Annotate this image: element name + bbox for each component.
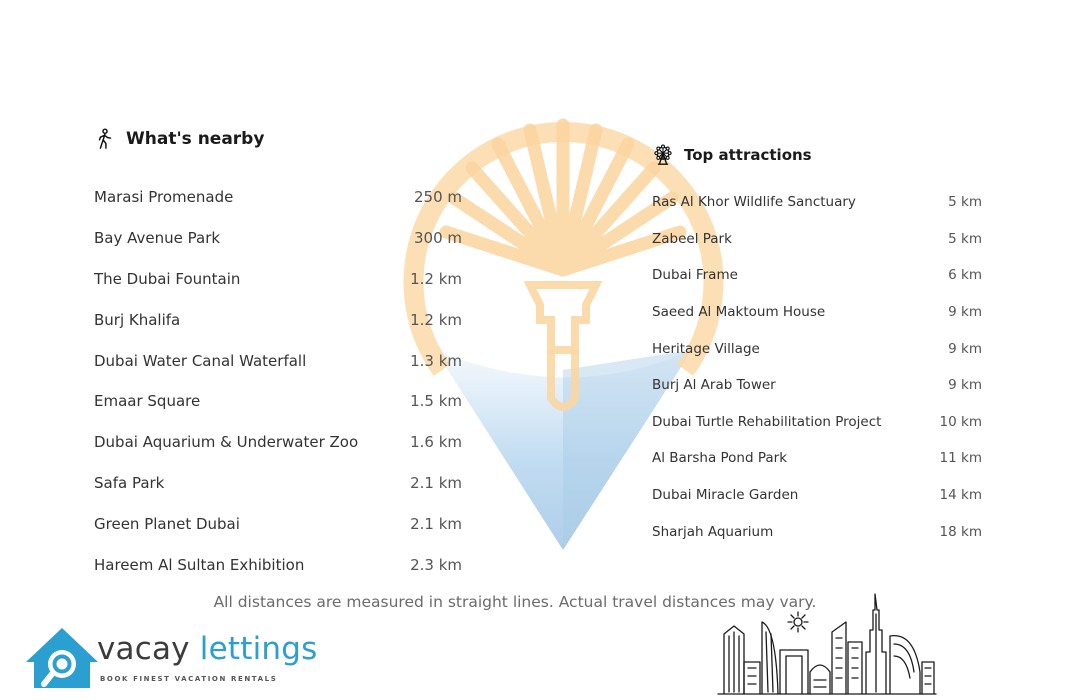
list-item [94,299,462,340]
place-distance: 1.2 km [410,310,462,329]
list-item [652,404,982,441]
list-item [652,367,982,404]
list-item [94,422,462,463]
place-name: Marasi Promenade [94,188,234,207]
place-distance: 2.1 km [410,514,462,533]
place-name: Dubai Turtle Rehabilitation Project [652,413,882,430]
brand-word-lettings: lettings [199,631,318,667]
list-item [94,259,462,300]
place-name: Safa Park [94,473,165,492]
list-item [652,440,982,477]
distance-disclaimer: All distances are measured in straight lines. Actual travel distances may vary. [213,593,817,611]
place-distance: 11 km [939,450,982,467]
list-item [94,177,462,218]
place-distance: 250 m [413,188,462,207]
place-name: Emaar Square [94,392,201,411]
list-item [652,184,982,221]
place-distance: 2.3 km [410,555,462,574]
place-distance: 9 km [948,340,982,357]
place-name: Bay Avenue Park [94,229,221,248]
place-name: Burj Khalifa [94,310,181,329]
walking-person-icon [94,128,116,150]
place-name: Zabeel Park [652,230,732,247]
place-name: Dubai Miracle Garden [652,487,799,504]
place-distance: 18 km [939,523,982,540]
list-item [94,340,462,381]
list-item [652,257,982,294]
place-name: Sharjah Aquarium [652,523,774,540]
list-item [94,544,462,585]
place-name: Saeed Al Maktoum House [652,304,826,321]
list-item [94,381,462,422]
top-attractions-title: Top attractions [684,146,812,164]
brand-wordmark [97,631,318,667]
attractions-list [652,184,982,550]
list-item [94,503,462,544]
city-skyline-illustration [716,592,938,696]
house-magnifier-icon [24,624,100,692]
place-distance: 1.6 km [410,433,462,452]
place-distance: 14 km [939,487,982,504]
list-item [652,513,982,550]
place-distance: 300 m [413,229,462,248]
brand-word-vacay: vacay [97,631,190,667]
list-item [652,330,982,367]
place-name: Ras Al Khor Wildlife Sanctuary [652,194,856,211]
place-name: Burj Al Arab Tower [652,377,776,394]
place-distance: 1.5 km [410,392,462,411]
top-attractions-section [652,140,982,550]
list-item [652,477,982,514]
whats-nearby-header [94,124,462,154]
place-name: Dubai Frame [652,267,738,284]
place-distance: 10 km [939,413,982,430]
place-name: Dubai Water Canal Waterfall [94,351,307,370]
nearby-list [94,177,462,585]
place-name: Al Barsha Pond Park [652,450,788,467]
place-distance: 1.3 km [410,351,462,370]
place-distance: 5 km [948,194,982,211]
place-name: The Dubai Fountain [94,269,241,288]
list-item [652,221,982,258]
place-distance: 2.1 km [410,473,462,492]
place-distance: 9 km [948,304,982,321]
place-distance: 9 km [948,377,982,394]
whats-nearby-title: What's nearby [126,129,265,149]
list-item [94,218,462,259]
brand-tagline: BOOK FINEST VACATION RENTALS [100,675,278,683]
place-name: Hareem Al Sultan Exhibition [94,555,305,574]
place-name: Heritage Village [652,340,760,357]
place-name: Dubai Aquarium & Underwater Zoo [94,433,359,452]
place-distance: 1.2 km [410,269,462,288]
list-item [94,463,462,504]
place-distance: 6 km [948,267,982,284]
top-attractions-header [652,140,982,170]
place-distance: 5 km [948,230,982,247]
place-name: Green Planet Dubai [94,514,240,533]
list-item [652,294,982,331]
whats-nearby-section [94,124,462,585]
vacay-lettings-logo [24,622,318,692]
ferris-wheel-icon [652,144,674,166]
